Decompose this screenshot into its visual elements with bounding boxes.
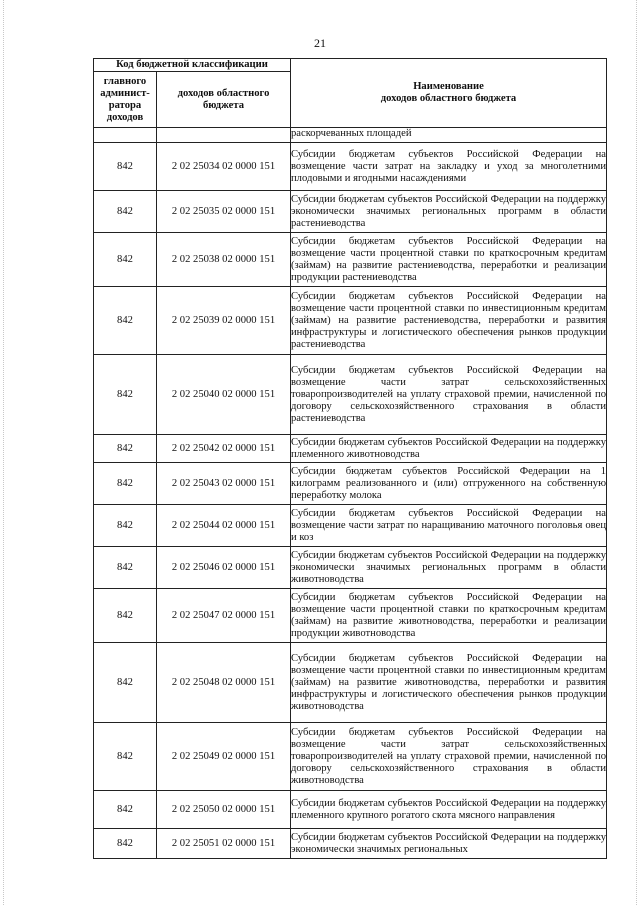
income-code-cell: 2 02 25042 02 0000 151 — [157, 435, 291, 463]
income-name-text: Субсидии бюджетам субъектов Российской Федерации на поддержку экономически значимых региональных — [291, 831, 606, 855]
header-classification-code: Код бюджетной классификации — [94, 59, 291, 72]
scan-edge-right — [636, 0, 637, 905]
table-row — [94, 505, 607, 547]
income-name-cell — [291, 643, 607, 723]
income-name-cell — [291, 723, 607, 791]
income-name-cell — [291, 829, 607, 859]
continuation-name-cell: раскорчеванных площадей — [291, 128, 607, 143]
admin-code-cell: 842 — [94, 233, 157, 287]
admin-code-cell: 842 — [94, 287, 157, 355]
income-name-text: Субсидии бюджетам субъектов Российской Федерации на поддержку экономически значимых региональных программ в области животноводства — [291, 549, 606, 585]
continuation-code-cell — [157, 128, 291, 143]
income-code-cell: 2 02 25050 02 0000 151 — [157, 791, 291, 829]
admin-code-cell: 842 — [94, 143, 157, 191]
income-name-cell — [291, 287, 607, 355]
table-row — [94, 463, 607, 505]
income-code-cell: 2 02 25034 02 0000 151 — [157, 143, 291, 191]
income-name-text: Субсидии бюджетам субъектов Российской Федерации на 1 килограмм реализованного и (или) отгруженного на собственную переработку молока — [291, 465, 606, 501]
income-name-text: Субсидии бюджетам субъектов Российской Федерации на возмещение части затрат на закладку и уход за многолетними плодовыми и ягодными насаждениями — [291, 148, 606, 184]
header-row-group — [94, 59, 607, 72]
income-name-cell — [291, 463, 607, 505]
table-row — [94, 233, 607, 287]
table-body — [94, 128, 607, 859]
income-name-cell — [291, 791, 607, 829]
admin-code-cell: 842 — [94, 505, 157, 547]
income-name-text: Субсидии бюджетам субъектов Российской Федерации на возмещение части затрат сельскохозяйственных товаропроизводителей на уплату страховой премии, начисленной по договору сельскохозяйственного страхования в области растениеводства — [291, 364, 606, 424]
income-name-text: Субсидии бюджетам субъектов Российской Федерации на возмещение части процентной ставки по краткосрочным кредитам (займам) на развитие животноводства, переработки и реализации продукции животноводства — [291, 591, 606, 639]
income-code-cell: 2 02 25043 02 0000 151 — [157, 463, 291, 505]
income-name-text: Субсидии бюджетам субъектов Российской Федерации на возмещение части процентной ставки по инвестиционным кредитам (займам) на развитие растениеводства, переработки и развития инфраструктуры и логистического обеспечения рынков продукции растениеводства — [291, 290, 606, 350]
income-name-cell — [291, 589, 607, 643]
income-code-cell: 2 02 25048 02 0000 151 — [157, 643, 291, 723]
header-main-administrator: главного админист-ратора доходов — [94, 72, 157, 128]
income-name-text: Субсидии бюджетам субъектов Российской Федерации на поддержку экономически значимых региональных программ в области растениеводства — [291, 193, 606, 229]
table-row — [94, 191, 607, 233]
table-row — [94, 435, 607, 463]
admin-code-cell: 842 — [94, 547, 157, 589]
income-code-cell: 2 02 25044 02 0000 151 — [157, 505, 291, 547]
admin-code-cell: 842 — [94, 829, 157, 859]
income-name-cell — [291, 191, 607, 233]
header-regional-income-code: доходов областного бюджета — [157, 72, 291, 128]
header-income-name-line1: Наименование — [413, 81, 484, 92]
continuation-row — [94, 128, 607, 143]
income-name-cell — [291, 547, 607, 589]
income-code-cell: 2 02 25049 02 0000 151 — [157, 723, 291, 791]
income-name-cell — [291, 233, 607, 287]
income-name-text: Субсидии бюджетам субъектов Российской Федерации на поддержку племенного крупного рогатого скота мясного направления — [291, 797, 606, 821]
income-name-cell — [291, 435, 607, 463]
header-income-name — [291, 59, 607, 128]
page-number: 21 — [314, 36, 326, 50]
continuation-admin-cell — [94, 128, 157, 143]
admin-code-cell: 842 — [94, 435, 157, 463]
admin-code-cell: 842 — [94, 355, 157, 435]
income-name-cell — [291, 143, 607, 191]
income-name-cell — [291, 505, 607, 547]
admin-code-cell: 842 — [94, 589, 157, 643]
table-row — [94, 723, 607, 791]
admin-code-cell: 842 — [94, 723, 157, 791]
admin-code-cell: 842 — [94, 191, 157, 233]
table-row — [94, 791, 607, 829]
table-row — [94, 589, 607, 643]
income-name-text: Субсидии бюджетам субъектов Российской Федерации на возмещение части процентной ставки по инвестиционным кредитам (займам) на развитие животноводства, переработки и развития инфраструктуры и логистического обеспечения рынков продукции животноводства — [291, 652, 606, 712]
income-code-cell: 2 02 25047 02 0000 151 — [157, 589, 291, 643]
admin-code-cell: 842 — [94, 643, 157, 723]
income-code-cell: 2 02 25035 02 0000 151 — [157, 191, 291, 233]
admin-code-cell: 842 — [94, 463, 157, 505]
income-code-cell: 2 02 25040 02 0000 151 — [157, 355, 291, 435]
income-code-cell: 2 02 25046 02 0000 151 — [157, 547, 291, 589]
income-name-text: Субсидии бюджетам субъектов Российской Федерации на возмещение части затрат сельскохозяйственных товаропроизводителей на уплату страховой премии, начисленной по договору сельскохозяйственного страхования в области животноводства — [291, 726, 606, 786]
table-row — [94, 829, 607, 859]
budget-classification-table — [93, 58, 607, 859]
income-name-text: Субсидии бюджетам субъектов Российской Федерации на возмещение части затрат по наращиванию маточного поголовья овец и коз — [291, 507, 606, 543]
income-code-cell: 2 02 25051 02 0000 151 — [157, 829, 291, 859]
table-row — [94, 287, 607, 355]
header-income-name-line2: доходов областного бюджета — [380, 93, 517, 104]
table-row — [94, 355, 607, 435]
income-name-cell — [291, 355, 607, 435]
table-row — [94, 643, 607, 723]
income-code-cell: 2 02 25039 02 0000 151 — [157, 287, 291, 355]
income-name-text: Субсидии бюджетам субъектов Российской Федерации на возмещение части процентной ставки по краткосрочным кредитам (займам) на развитие растениеводства, переработки и реализации продукции растениеводства — [291, 235, 606, 283]
income-code-cell: 2 02 25038 02 0000 151 — [157, 233, 291, 287]
income-name-text: Субсидии бюджетам субъектов Российской Федерации на поддержку племенного животноводства — [291, 436, 606, 460]
table-row — [94, 547, 607, 589]
scan-edge-left — [3, 0, 4, 905]
table-row — [94, 143, 607, 191]
admin-code-cell: 842 — [94, 791, 157, 829]
